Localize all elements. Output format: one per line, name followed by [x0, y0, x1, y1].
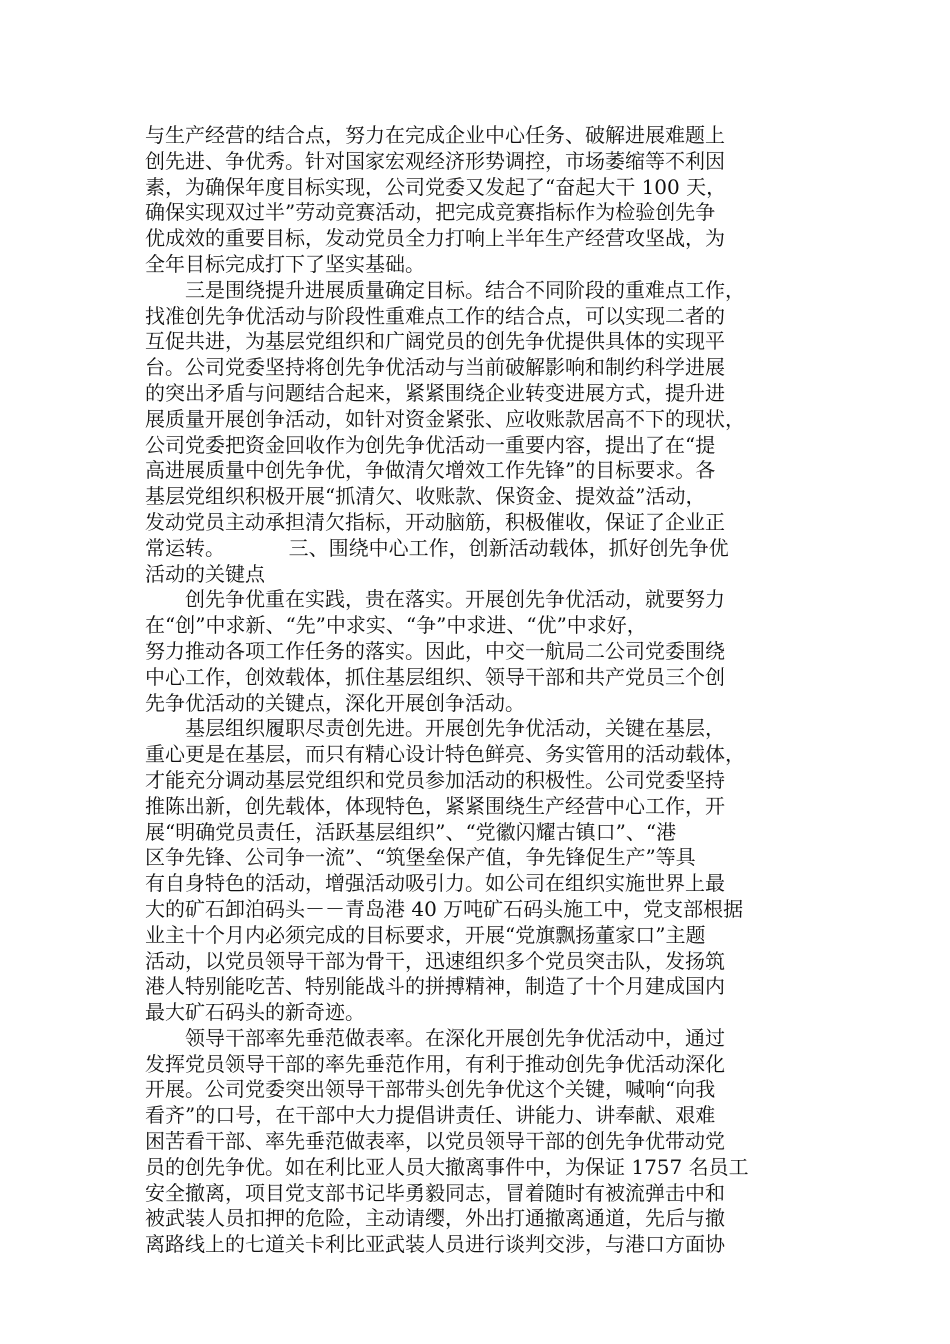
text-line: 努力推动各项工作任务的落实。因此，中交一航局二公司党委围绕 — [145, 638, 725, 663]
body-text — [145, 123, 825, 1258]
text-line: 基层组织履职尽责创先进。开展创先争优活动，关键在基层， — [185, 716, 725, 741]
text-line: 公司党委把资金回收作为创先争优活动一重要内容，提出了在“提 — [145, 432, 716, 457]
text-line: 发动党员主动承担清欠指标，开动脑筋，积极催收，保证了企业正 — [145, 509, 725, 534]
text-line: 素，为确保年度目标实现，公司党委又发起了“奋起大干 100 天， — [145, 174, 727, 199]
text-line: 活动，以党员领导干部为骨干，迅速组织多个党员突击队，发扬筑 — [145, 948, 725, 973]
text-line: 发挥党员领导干部的率先垂范作用，有利于推动创先争优活动深化 — [145, 1051, 725, 1076]
text-line: 台。公司党委坚持将创先争优活动与当前破解影响和制约科学进展 — [145, 355, 725, 380]
text-line: 创先争优重在实践，贵在落实。开展创先争优活动，就要努力 — [185, 587, 725, 612]
text-line: 确保实现双过半”劳动竞赛活动，把完成竞赛指标作为检验创先争 — [145, 200, 716, 225]
text-line: 开展。公司党委突出领导干部带头创先争优这个关键，喊响“向我 — [145, 1077, 716, 1102]
text-line: 困苦看干部、率先垂范做表率，以党员领导干部的创先争优带动党 — [145, 1129, 725, 1154]
text-line: 有自身特色的活动，增强活动吸引力。如公司在组织实施世界上最 — [145, 871, 725, 896]
text-line: 重心更是在基层，而只有精心设计特色鲜亮、务实管用的活动载体， — [145, 742, 745, 767]
text-line: 互促共进，为基层党组织和广阔党员的创先争优提供具体的实现平 — [145, 329, 725, 354]
text-line: 大的矿石卸泊码头－－青岛港 40 万吨矿石码头施工中，党支部根据 — [145, 896, 744, 921]
text-line: 常运转。 三、围绕中心工作，创新活动载体，抓好创先争优 — [145, 535, 729, 560]
text-line: 全年目标完成打下了坚实基础。 — [145, 251, 425, 276]
text-line: 推陈出新，创先载体，体现特色，紧紧围绕生产经营中心工作，开 — [145, 793, 725, 818]
text-line: 安全撤离，项目党支部书记毕勇毅同志，冒着随时有被流弹击中和 — [145, 1180, 725, 1205]
text-line: 才能充分调动基层党组织和党员参加活动的积极性。公司党委坚持 — [145, 767, 725, 792]
text-line: 领导干部率先垂范做表率。在深化开展创先争优活动中，通过 — [185, 1025, 725, 1050]
text-line: 中心工作，创效载体，抓住基层组织、领导干部和共产党员三个创 — [145, 664, 725, 689]
text-line: 找准创先争优活动与阶段性重难点工作的结合点，可以实现二者的 — [145, 303, 725, 328]
text-line: 看齐”的口号，在干部中大力提倡讲责任、讲能力、讲奉献、艰难 — [145, 1103, 716, 1128]
text-line: 与生产经营的结合点，努力在完成企业中心任务、破解进展难题上 — [145, 123, 725, 147]
text-line: 高进展质量中创先争优，争做清欠增效工作先锋”的目标要求。各 — [145, 458, 716, 483]
text-line: 区争先锋、公司争一流”、“筑堡垒保产值，争先锋促生产”等具 — [145, 845, 696, 870]
text-line: 的突出矛盾与问题结合起来，紧紧围绕企业转变进展方式，提升进 — [145, 380, 725, 405]
text-line: 优成效的重要目标，发动党员全力打响上半年生产经营攻坚战，为 — [145, 226, 725, 251]
text-line: 创先进、争优秀。针对国家宏观经济形势调控，市场萎缩等不利因 — [145, 148, 725, 173]
text-line: 被武装人员扣押的危险，主动请缨，外出打通撤离通道，先后与撤 — [145, 1206, 725, 1231]
text-line: 离路线上的七道关卡利比亚武装人员进行谈判交涉，与港口方面协 — [145, 1232, 725, 1257]
text-line: 展质量开展创争活动，如针对资金紧张、应收账款居高不下的现状， — [145, 406, 745, 431]
text-line: 员的创先争优。如在利比亚人员大撤离事件中，为保证 1757 名员工 — [145, 1154, 749, 1179]
text-line: 港人特别能吃苦、特别能战斗的拼搏精神，制造了十个月建成国内 — [145, 974, 725, 999]
text-line: 先争优活动的关键点，深化开展创争活动。 — [145, 690, 525, 715]
text-line: 三是围绕提升进展质量确定目标。结合不同阶段的重难点工作， — [185, 277, 745, 302]
text-line: 最大矿石码头的新奇迹。 — [145, 1000, 365, 1025]
text-line: 业主十个月内必须完成的目标要求，开展“党旗飘扬董家口”主题 — [145, 922, 706, 947]
text-line: 基层党组织积极开展“抓清欠、收账款、保资金、提效益”活动， — [145, 484, 706, 509]
text-line: 在“创”中求新、“先”中求实、“争”中求进、“优”中求好， — [145, 613, 647, 638]
text-line: 活动的关键点 — [145, 561, 265, 586]
text-line: 展“明确党员责任，活跃基层组织”、“党徽闪耀古镇口”、“港 — [145, 819, 677, 844]
